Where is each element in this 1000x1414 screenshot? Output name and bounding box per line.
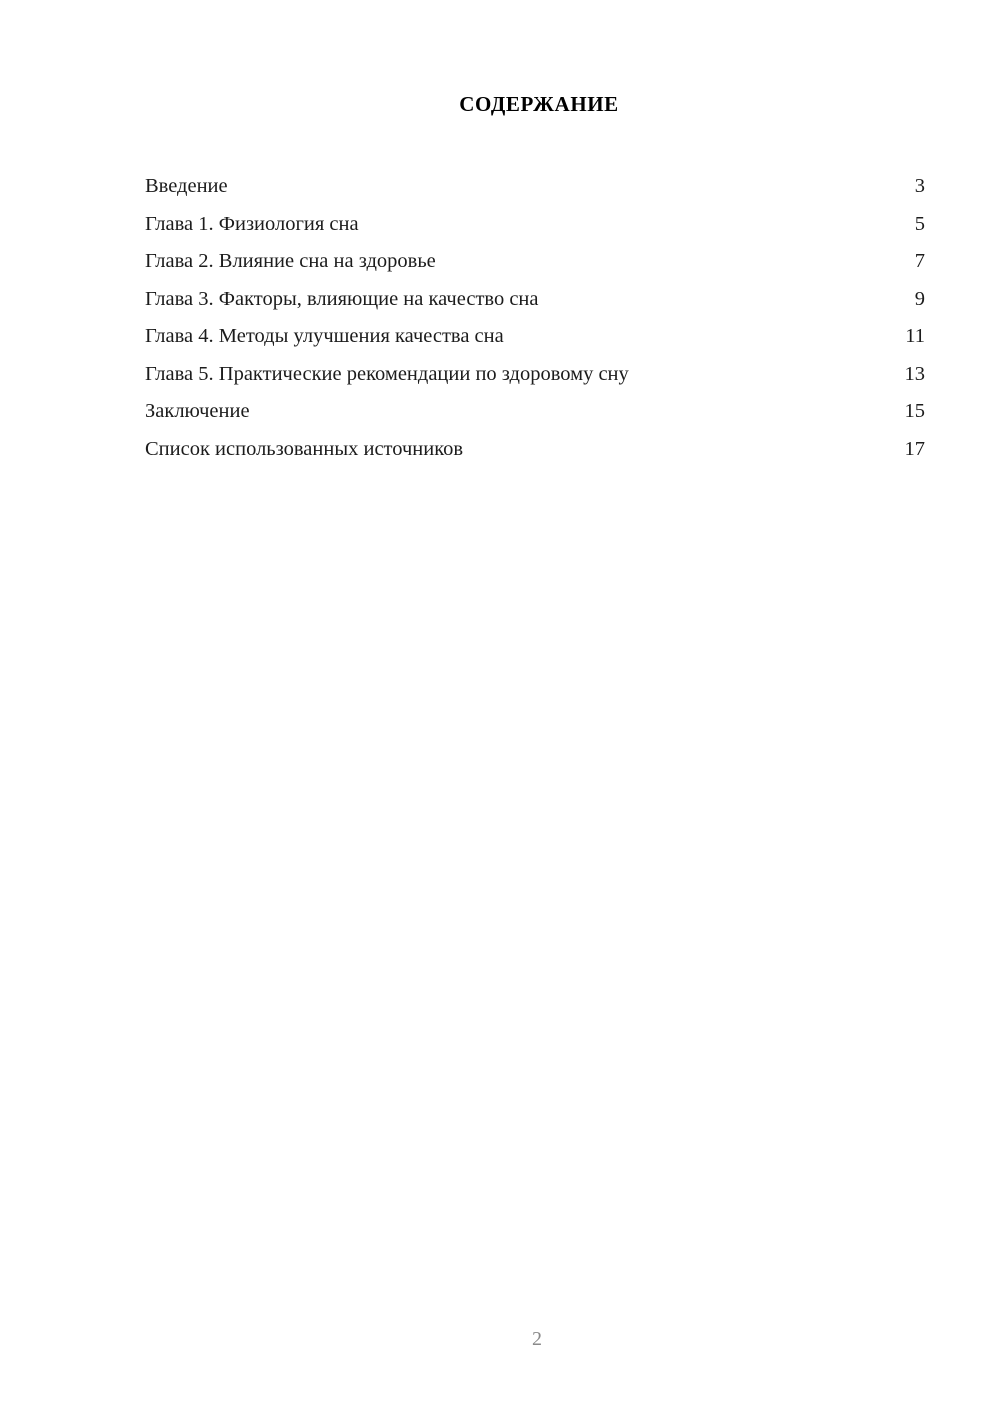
- page-title: СОДЕРЖАНИЕ: [459, 92, 619, 116]
- toc-entry-title: Глава 3. Факторы, влияющие на качество сна: [145, 287, 539, 310]
- toc-entry-title: Глава 5. Практические рекомендации по здоровому сну: [145, 362, 629, 385]
- toc-entry-title: Список использованных источников: [145, 437, 464, 460]
- toc-entry-title: Заключение: [145, 400, 250, 422]
- toc-entry-page-number: 15: [904, 400, 925, 422]
- footer-page-number: 2: [532, 1328, 542, 1350]
- toc-entry[interactable]: [145, 281, 925, 319]
- toc-entry[interactable]: [145, 318, 925, 356]
- toc-entry[interactable]: [145, 168, 925, 206]
- table-of-contents: [145, 168, 925, 468]
- toc-entry[interactable]: [145, 243, 925, 281]
- toc-entry[interactable]: [145, 431, 925, 469]
- toc-entry-title: Глава 4. Методы улучшения качества сна: [145, 325, 504, 347]
- toc-entry-page-number: 3: [914, 175, 925, 197]
- toc-entry-page-number: 11: [905, 325, 925, 347]
- toc-entry[interactable]: [145, 393, 925, 431]
- toc-entry-title: Глава 2. Влияние сна на здоровье: [145, 250, 436, 272]
- toc-entry[interactable]: [145, 356, 925, 394]
- toc-entry[interactable]: [145, 206, 925, 244]
- toc-entry-page-number: 17: [904, 437, 925, 460]
- toc-entry-title: Глава 1. Физиология сна: [145, 212, 359, 235]
- toc-entry-page-number: 9: [914, 287, 925, 310]
- toc-entry-page-number: 7: [914, 250, 925, 272]
- toc-entry-page-number: 5: [914, 212, 925, 235]
- toc-entry-title: Введение: [145, 175, 228, 197]
- toc-entry-page-number: 13: [904, 362, 925, 385]
